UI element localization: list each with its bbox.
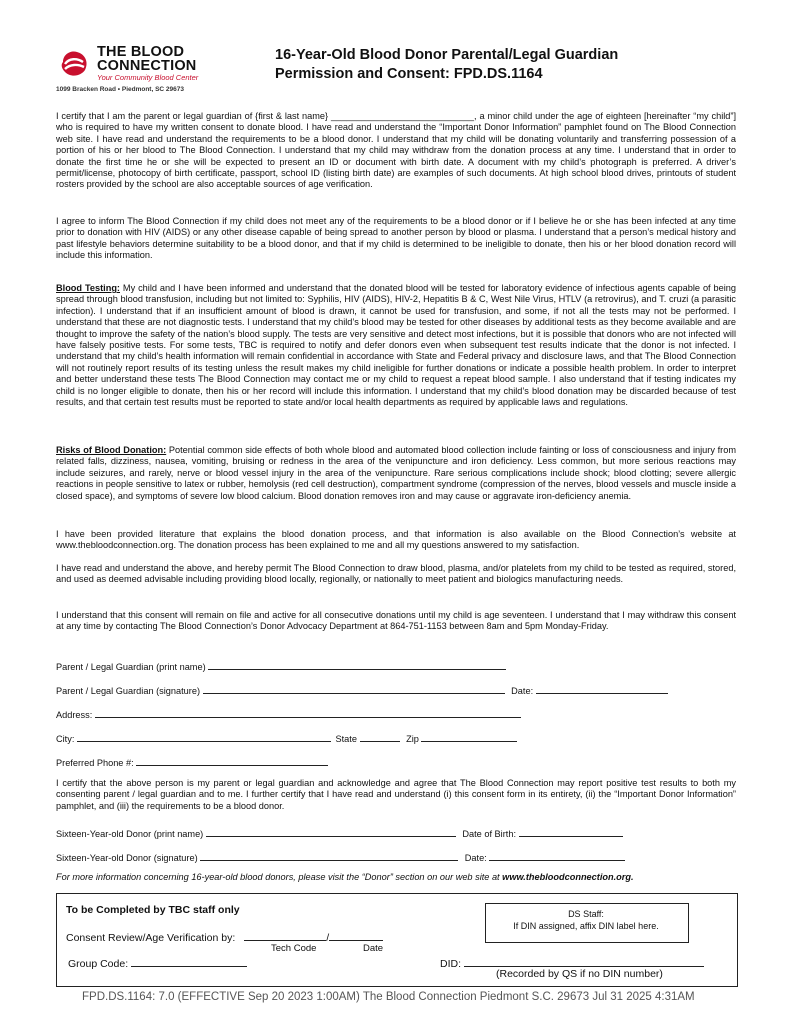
donor-print-field[interactable] [206,826,456,837]
logo-address: 1099 Bracken Road • Piedmont, SC 29673 [56,86,184,93]
phone-row [56,755,328,768]
website-link[interactable]: www.thebloodconnection.org. [502,872,634,882]
tech-date-separator: / [326,932,330,944]
din-instruction: If DIN assigned, affix DIN label here. [513,921,659,931]
guardian-print-field[interactable] [208,659,506,670]
city-label: City: [56,734,75,744]
logo-text-line1: THE BLOOD [97,44,185,60]
more-info-text: For more information concerning 16-year-old blood donors, please visit the “Donor” section on our web site at [56,872,503,882]
logo-text-line2: CONNECTION [97,58,197,74]
donor-date-label: Date: [464,853,487,863]
donor-signature-field[interactable] [200,850,458,861]
guardian-print-row [56,659,506,672]
zip-field[interactable] [421,731,517,742]
dob-field[interactable] [519,826,623,837]
logo-tagline: Your Community Blood Center [97,73,199,82]
guardian-signature-label: Parent / Legal Guardian (signature) [56,686,201,696]
more-info-note [56,872,634,882]
guardian-date-field[interactable] [536,683,668,694]
risks-body: Potential common side effects of both whole blood and automated blood collection include fainting or loss of consciousness and injury from related falls, dizziness, nausea, vomiting, bruising or redness in the area of the venipuncture and iron deficiency. Less common, but more serious reactions may include seizures, and rarely, nerve or blood vessel injury in the area of the venipuncture. Rare serious complications include shock; blood clotting; severe allergic reactions in people sensitive to latex or rubber, hemolysis (red cell destruction), compartment syndrome (compression of the nerves, blood vessels and muscle inside a closed space), and symptoms of severe low blood calcium. Blood donation removes iron and may cause or aggravate iron-deficiency anemia. [56,445,737,501]
blood-testing-heading: Blood Testing: [56,283,120,293]
paragraph-inform-agreement: I agree to inform The Blood Connection if my child does not meet any of the requirements to be a blood donor or if I believe he or she has been infected at any time prior to donation with HIV (AIDS) or any other disease capable of being spread to another person by blood or plasma. I understand that a person’s medical history and past lifestyle behaviors determine suitability to be a blood donor, and that if my child is determined to be ineligible to donate, then his or her blood donation record will include this information. [56,216,736,261]
city-field[interactable] [77,731,331,742]
guardian-signature-row [56,683,668,696]
paragraph-risks [56,445,736,502]
document-footer: FPD.DS.1164: 7.0 (EFFECTIVE Sep 20 2023 1:00AM) The Blood Connection Piedmont S.C. 29673 Jul 31 2025 4:31AM [82,991,695,1003]
blood-drop-logo-icon [55,44,95,84]
donor-date-field[interactable] [489,850,625,861]
did-field[interactable] [464,956,704,967]
donor-signature-label: Sixteen-Year-old Donor (signature) [56,853,198,863]
tech-code-field[interactable] [244,930,326,941]
state-label: State [335,734,357,744]
paragraph-donor-certification: I certify that the above person is my parent or legal guardian and acknowledge and agree that The Blood Connection may report positive test results to both my consenting parent / legal guardian and to me. I further certify that I have read and understand (i) this consent form in its entirety, (ii) the “Important Donor Information” pamphlet, and (iii) the requirements to be a blood donor. [56,778,736,811]
address-row [56,707,521,720]
donor-signature-row [56,850,625,863]
consent-review-label: Consent Review/Age Verification by: [66,932,236,944]
group-code-label: Group Code: [68,958,129,970]
donor-print-row [56,826,623,839]
paragraph-permission: I have read and understand the above, and hereby permit The Blood Connection to draw blood, plasma, and/or platelets from my child to be tested as required, stored, and used as deemed advisable including providing blood locally, regionally, or nationally to meet patient and biologics manufacturing needs. [56,563,736,585]
document-title-line1: 16-Year-Old Blood Donor Parental/Legal Guardian [275,47,619,63]
blood-testing-body: My child and I have been informed and understand that the donated blood will be tested for laboratory evidence of infectious agents capable of being spread through blood transfusion, including but not limited to: Syphilis, HIV (AIDS), HIV-2, Hepatitis B & C, West Nile Virus, HTLV (a retrovirus), and T. cruzi (a parasitic infection). I understand that if an insufficient amount of blood is drawn, it cannot be used for transfusion, and some, if not all the tests may not be performed. I understand that these are not diagnostic tests. I understand that my child’s blood may be tested for other diseases by additional tests as they become available and are thought to improve the safety of the nation’s blood supply. The tests are very sensitive and detect most infections, but it is possible that donors who are not infected will have falsely positive tests. For some tests, TBC is required to notify and defer donors even when subsequent test results indicate that the donor is not infected. I understand that my child’s health information will remain confidential in accordance with State and Federal privacy and disclosure laws, and that The Blood Connection will not routinely report results of its testing unless the result makes my child ineligible for further donations or indicate a possible health problem. In order to interpret and better understand these tests The Blood Connection may contact me or my child to request a repeat blood sample. I also understand that if testing indicates my child is no longer eligible to donate, then his or her record will include this information. I understand that my child’s blood donation may be discarded because of test results, and that certain test results must be reported to state and/or local health departments as required by applicable laws and regulations. [56,283,737,408]
risks-heading: Risks of Blood Donation: [56,445,167,455]
document-title-line2: Permission and Consent: FPD.DS.1164 [275,66,543,82]
paragraph-consent-duration: I understand that this consent will remain on file and active for all consecutive donations until my child is age seventeen. I understand that I may withdraw this consent at any time by contacting The Blood Connection’s Donor Advocacy Department at 864-751-1153 between 8am and 5pm Monday-Friday. [56,610,736,632]
tech-code-caption: Tech Code [271,943,317,954]
paragraph-blood-testing [56,283,736,408]
address-label: Address: [56,710,93,720]
phone-field[interactable] [136,755,328,766]
staff-section-title: To be Completed by TBC staff only [66,904,240,916]
paragraph-guardian-certification: I certify that I am the parent or legal guardian of {first & last name} ____________________________, a minor child under the age of eighteen [hereinafter “my child”] who is required to have my written consent to donate blood. I have read and understand the “Important Donor Information” pamphlet found on The Blood Connection web site. I have read and understand the requirements to be a blood donor. I understand that my child will be donating voluntarily and transferring possession of a portion of his or her blood to The Blood Connection. I understand that my child may withdraw from the donation process at any time. I understand that in order to donate the first time he or she will be expected to present an ID or document with birth date. A document with my child’s photograph is preferred. A driver’s permit/license, photocopy of birth certificate, passport, school ID (listing birth date) are examples of such documents. At high school blood drives, printouts of student rosters provided by the school are also acceptable sources of age verification. [56,111,736,190]
phone-label: Preferred Phone #: [56,758,134,768]
consent-review-row [66,930,383,944]
ds-staff-label: DS Staff: [568,909,604,919]
donor-print-label: Sixteen-Year-old Donor (print name) [56,829,204,839]
date-caption: Date [363,943,384,954]
recorded-by-qs-note: (Recorded by QS if no DIN number) [496,968,663,980]
review-date-field[interactable] [329,930,383,941]
group-code-field[interactable] [131,956,247,967]
state-field[interactable] [360,731,400,742]
did-label: DID: [440,958,461,970]
zip-label: Zip [406,734,419,744]
group-code-row [68,956,247,970]
guardian-date-label: Date: [511,686,534,696]
paragraph-literature: I have been provided literature that explains the blood donation process, and that information is also available on the Blood Connection’s website at www.thebloodconnection.org. The donation process has been explained to me and all my questions answered to my satisfaction. [56,529,736,551]
guardian-print-label: Parent / Legal Guardian (print name) [56,662,206,672]
dob-label: Date of Birth: [462,829,516,839]
address-field[interactable] [95,707,521,718]
city-row [56,731,517,744]
guardian-signature-field[interactable] [203,683,505,694]
